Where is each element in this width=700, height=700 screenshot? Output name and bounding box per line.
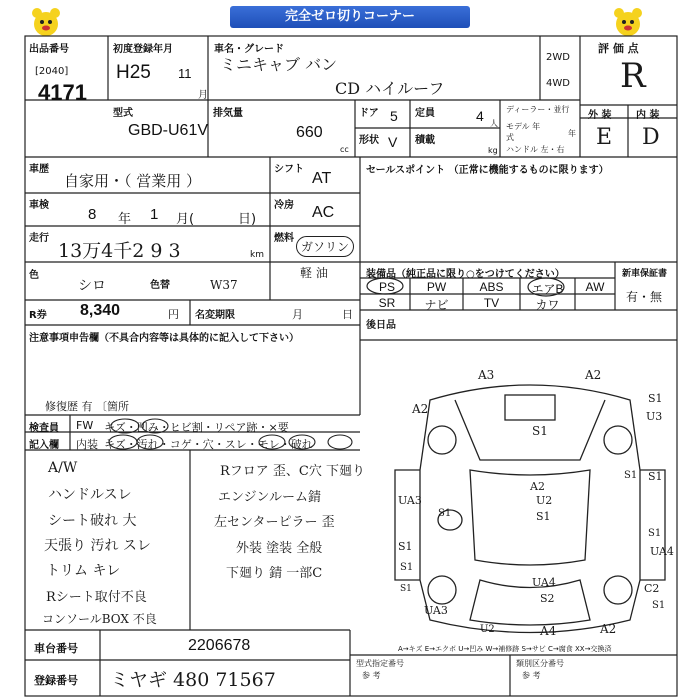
inspector-row1-items: キズ・凹み・ヒビ割・リペア跡・×要 <box>104 421 289 434</box>
diag-mark-5: U3 <box>646 410 663 423</box>
lot-sub: [2040] <box>35 66 69 77</box>
load-unit: kg <box>488 146 498 155</box>
diag-mark-9: S1 <box>536 510 551 523</box>
diag-mark-24: S1 <box>438 508 452 519</box>
first-reg-month: 11 <box>178 66 192 81</box>
remark-left-3: シート破れ 大 <box>48 513 137 529</box>
new-warranty-value: 有・無 <box>626 290 663 304</box>
diag-mark-20: U2 <box>480 624 495 635</box>
equip-tv: TV <box>483 296 500 310</box>
plate-label: 登録番号 <box>34 674 78 687</box>
capacity-label: 定員 <box>415 108 435 119</box>
shape-value: V <box>388 134 398 150</box>
new-warranty-label: 新車保証書 <box>622 269 668 279</box>
inspection-year: 8 <box>88 206 97 223</box>
header-title: 完全ゼロ切りコーナー <box>230 6 470 28</box>
equip-abs: ABS <box>479 280 504 294</box>
load-label: 積載 <box>415 135 435 146</box>
tax-month: 月 <box>292 308 303 321</box>
remark-left-4: 天張り 汚れ スレ <box>44 538 151 554</box>
sales-point-label: セールスポイント （正常に機能するものに限ります） <box>366 165 609 176</box>
int-value: D <box>642 125 660 150</box>
diag-mark-11: S1 <box>648 470 663 483</box>
displacement-label: 排気量 <box>213 108 243 119</box>
equip-aw: AW <box>585 280 605 294</box>
first-reg-label: 初度登録年月 <box>113 44 173 55</box>
remark-left-5: トリム キレ <box>46 563 121 579</box>
diag-mark-16: S1 <box>652 600 666 611</box>
color-code: W37 <box>210 278 238 292</box>
lot-number: 4171 <box>38 80 87 105</box>
doors-value: 5 <box>390 108 398 124</box>
rating-value: R <box>620 56 646 96</box>
displacement-unit: cc <box>340 145 349 154</box>
damage-legend: A→キズ E→エクボ U→凹み W→補修跡 S→サビ C→腐食 XX→交換済 <box>398 645 612 653</box>
diag-mark-23: S1 <box>400 584 412 594</box>
remark-left-7: コンソールBOX 不良 <box>42 612 157 626</box>
remark-left-1: A/W <box>48 460 78 476</box>
fuel-gas: ガソリン <box>296 236 354 257</box>
diag-mark-12: UA4 <box>650 545 674 558</box>
diag-mark-25: S1 <box>400 562 414 573</box>
recycle-value: 8,340 <box>80 302 121 319</box>
color-value: シロ <box>78 278 106 294</box>
equip-navi: ナビ <box>424 298 449 312</box>
mileage-label: 走行 <box>29 233 49 244</box>
inspector-row2-items: キズ・汚れ・コゲ・穴・スレ・モレ・破れ <box>104 438 313 451</box>
model-label: 型式 <box>113 108 133 119</box>
equip-pw: PW <box>426 280 447 294</box>
dealer-year: 年 <box>568 129 576 138</box>
shift-value: AT <box>312 170 332 187</box>
equip-sr: SR <box>378 296 396 310</box>
equip-airbag: エアB <box>531 282 564 296</box>
int-label: 内 装 <box>636 110 660 121</box>
diag-mark-15: C2 <box>644 582 660 595</box>
remark-right-2: エンジンルーム錆 <box>218 490 322 505</box>
diag-mark-7: A2 <box>530 480 545 493</box>
dealer-handle: ハンドル 左・右 <box>506 145 565 154</box>
type-designation-ref: 参 考 <box>362 671 381 680</box>
capacity-unit: 人 <box>490 119 498 128</box>
first-reg-era: H25 <box>116 62 151 83</box>
diag-mark-22: A2 <box>600 622 617 636</box>
shift-label: シフト <box>274 164 304 175</box>
diag-mark-10: UA3 <box>398 494 422 507</box>
recycle-unit: 円 <box>168 308 179 321</box>
tax-deadline-label: 名変期限 <box>195 310 235 321</box>
dealer-model-year: モデル 年式 <box>506 122 541 142</box>
plate-value: ミヤギ 480 71567 <box>110 669 276 691</box>
type-designation-label: 型式指定番号 <box>356 659 404 668</box>
recycle-label: R券 <box>29 310 47 321</box>
diag-mark-17: UA4 <box>532 576 556 589</box>
history-value: 自家用・（ 営業用 ） <box>64 172 202 190</box>
aircon-value: AC <box>312 204 335 221</box>
inspector-row2-label: 記入欄 <box>29 440 59 451</box>
remark-left-6: Rシート取付不良 <box>46 590 147 605</box>
chassis-label: 車台番号 <box>34 642 78 655</box>
first-reg-suffix: 月 <box>198 90 208 101</box>
car-name-label: 車名・グレード <box>214 44 284 55</box>
inspection-day-unit: 日) <box>238 212 257 227</box>
equipment-label: 装備品（純正品に限り○をつけてください） <box>366 269 565 280</box>
shape-label: 形状 <box>359 135 379 146</box>
equip-ps: PS <box>378 280 395 294</box>
dealer-label: ディーラー・並行 <box>506 105 570 114</box>
lot-label: 出品番号 <box>29 44 69 55</box>
remark-right-3: 左センターピラー 歪 <box>214 515 335 530</box>
fuel-label: 燃料 <box>274 233 294 244</box>
car-name: ミニキャブ バン <box>220 55 338 74</box>
displacement-value: 660 <box>296 124 323 141</box>
diag-mark-2: A2 <box>585 368 602 382</box>
drive-4wd: 4WD <box>546 78 570 89</box>
car-grade: CD ハイルーフ <box>335 79 445 98</box>
tax-day: 日 <box>342 308 353 321</box>
chassis-value: 2206678 <box>188 637 251 654</box>
diag-mark-14: S1 <box>398 540 413 553</box>
remark-right-4: 外装 塗装 全般 <box>236 541 323 556</box>
rating-label: 評 価 点 <box>598 42 639 55</box>
inspection-label: 車検 <box>29 200 49 211</box>
inspection-year-unit: 年 <box>118 212 132 227</box>
ext-value: E <box>596 125 613 150</box>
class-number-ref: 参 考 <box>522 671 541 680</box>
mileage-value: 13万4千2 9 3 <box>58 240 181 262</box>
diag-mark-4: S1 <box>648 392 663 405</box>
diag-mark-13: S1 <box>648 528 662 539</box>
equip-leather: カワ <box>535 298 560 312</box>
ext-label: 外 装 <box>588 110 612 121</box>
doors-label: ドア <box>359 108 379 119</box>
notes-label: 注意事項申告欄（不具合内容等は具体的に記入して下さい） <box>29 333 299 344</box>
class-number-label: 類別区分番号 <box>516 659 564 668</box>
repair-history: 修復歴 有 〔箇所 <box>45 400 129 413</box>
aircon-label: 冷房 <box>274 200 294 211</box>
backseat-label: 後日品 <box>366 320 396 331</box>
diag-mark-19: UA3 <box>424 604 448 617</box>
color-label: 色 <box>29 270 39 281</box>
inspector-in: 内装 <box>76 438 98 451</box>
drive-2wd: 2WD <box>546 52 570 63</box>
diag-mark-3: A2 <box>412 402 429 416</box>
remark-right-1: Rフロア 歪、C穴 下廻り <box>220 464 365 479</box>
diag-mark-8: U2 <box>536 494 553 507</box>
diag-mark-18: S2 <box>540 592 555 605</box>
diag-mark-1: A3 <box>478 368 495 382</box>
diag-mark-6: S1 <box>532 424 548 438</box>
model-value: GBD-U61V <box>128 122 209 139</box>
color-code-label: 色替 <box>150 280 170 291</box>
diag-mark-26: S1 <box>624 470 638 481</box>
remark-right-5: 下廻り 錆 一部C <box>226 566 323 581</box>
inspector-row1-label: 検査員 <box>29 423 59 434</box>
capacity-value: 4 <box>476 108 484 124</box>
mileage-unit: km <box>250 250 264 260</box>
remark-left-2: ハンドルスレ <box>48 487 132 503</box>
inspection-month: 1 <box>150 206 159 223</box>
diag-mark-21: A4 <box>540 624 557 638</box>
history-label: 車歴 <box>29 164 49 175</box>
inspection-month-unit: 月( <box>176 212 195 227</box>
inspector-fw: FW <box>76 419 94 432</box>
fuel-diesel: 軽 油 <box>300 266 328 280</box>
